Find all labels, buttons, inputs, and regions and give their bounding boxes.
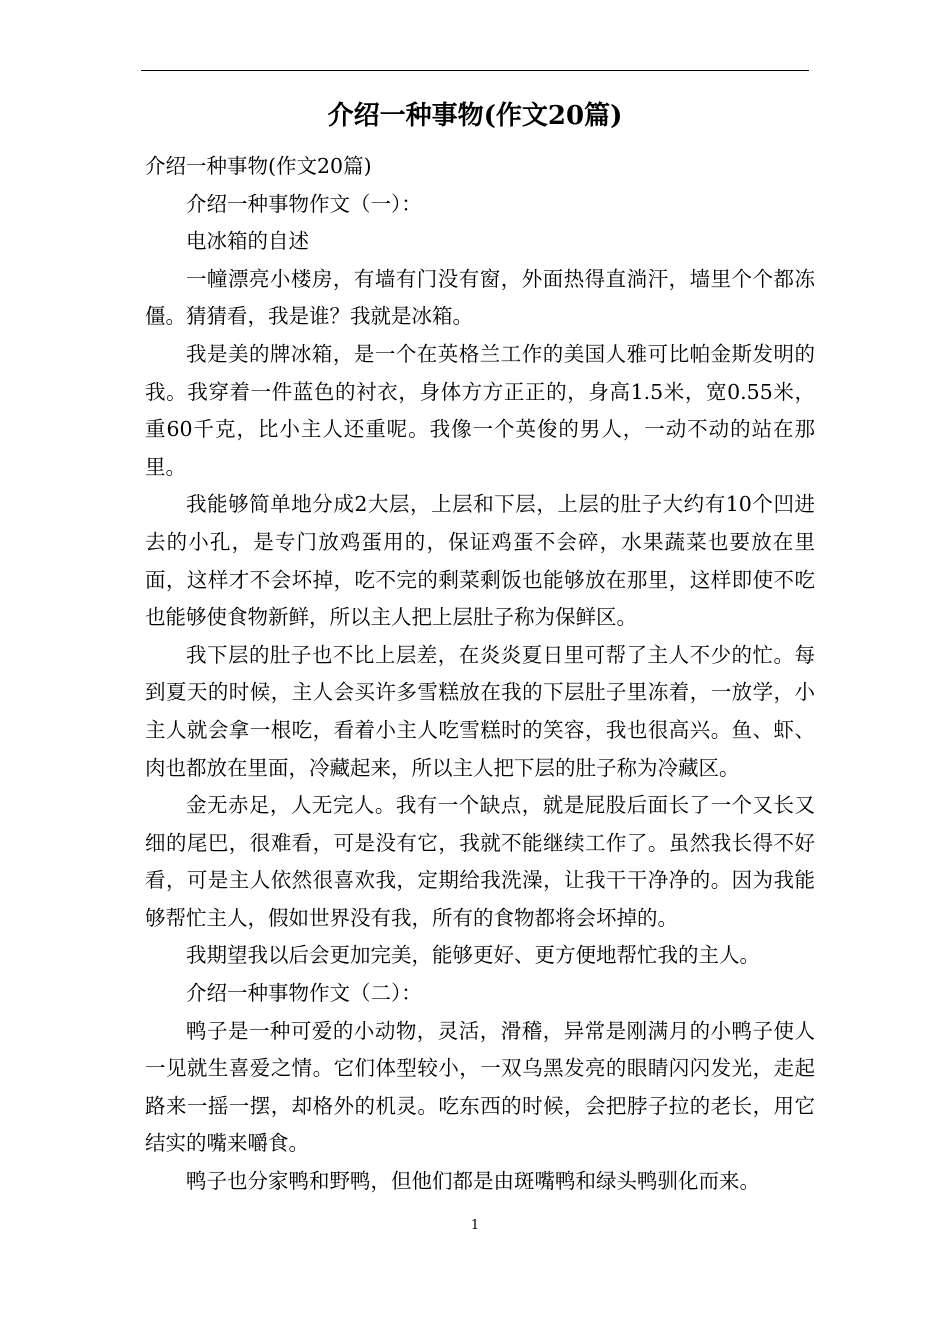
header-rule	[141, 70, 809, 71]
body-paragraph: 我期望我以后会更加完美，能够更好、更方便地帮忙我的主人。	[186, 943, 760, 968]
document-title: 介绍一种事物(作文20篇)	[327, 101, 623, 131]
body-paragraph: 电冰箱的自述	[186, 229, 309, 254]
body-paragraph: 介绍一种事物作文（二）：	[186, 981, 422, 1006]
body-paragraph: 我能够简单地分成2大层，上层和下层，上层的肚子大约有10个凹进去的小孔，是专门放鸡蛋用的，保证鸡蛋不会碎，水果蔬菜也要放在里面，这样才不会坏掉，吃不完的剩菜剩饭也能够放在那里，这样即使不吃也能够使食物新鲜，所以主人把上层肚子称为保鲜区。	[145, 492, 815, 630]
body-paragraph: 金无赤足，人无完人。我有一个缺点，就是屁股后面长了一个又长又细的尾巴，很难看，可是没有它，我就不能继续工作了。虽然我长得不好看，可是主人依然很喜欢我，定期给我洗澡，让我干干净净的。因为我能够帮忙主人，假如世界没有我，所有的食物都将会坏掉的。	[145, 793, 815, 930]
document-body	[145, 148, 815, 1201]
body-paragraph: 鸭子也分家鸭和野鸭，但他们都是由斑嘴鸭和绿头鸭驯化而来。	[186, 1169, 760, 1194]
page-number: 1	[470, 1218, 480, 1233]
body-paragraph: 鸭子是一种可爱的小动物，灵活，滑稽，异常是刚满月的小鸭子使人一见就生喜爱之情。它们体型较小，一双乌黑发亮的眼睛闪闪发光，走起路来一摇一摆，却格外的机灵。吃东西的时候，会把脖子拉的老长，用它结实的嘴来嚼食。	[145, 1018, 815, 1156]
body-paragraph: 介绍一种事物(作文20篇)	[145, 154, 372, 178]
body-paragraph: 介绍一种事物作文（一）：	[186, 191, 422, 216]
body-paragraph: 我下层的肚子也不比上层差，在炎炎夏日里可帮了主人不少的忙。每到夏天的时候，主人会买许多雪糕放在我的下层肚子里冻着，一放学，小主人就会拿一根吃，看着小主人吃雪糕时的笑容，我也很高兴。鱼、虾、肉也都放在里面，冷藏起来，所以主人把下层的肚子称为冷藏区。	[145, 642, 815, 780]
body-paragraph: 一幢漂亮小楼房，有墙有门没有窗，外面热得直淌汗，墙里个个都冻僵。猜猜看，我是谁？我就是冰箱。	[145, 266, 815, 329]
body-paragraph: 我是美的牌冰箱，是一个在英格兰工作的美国人雅可比帕金斯发明的我。我穿着一件蓝色的衬衣，身体方方正正的，身高1.5米，宽0.55米，重60千克，比小主人还重呢。我像一个英俊的男人，一动不动的站在那里。	[145, 341, 815, 479]
